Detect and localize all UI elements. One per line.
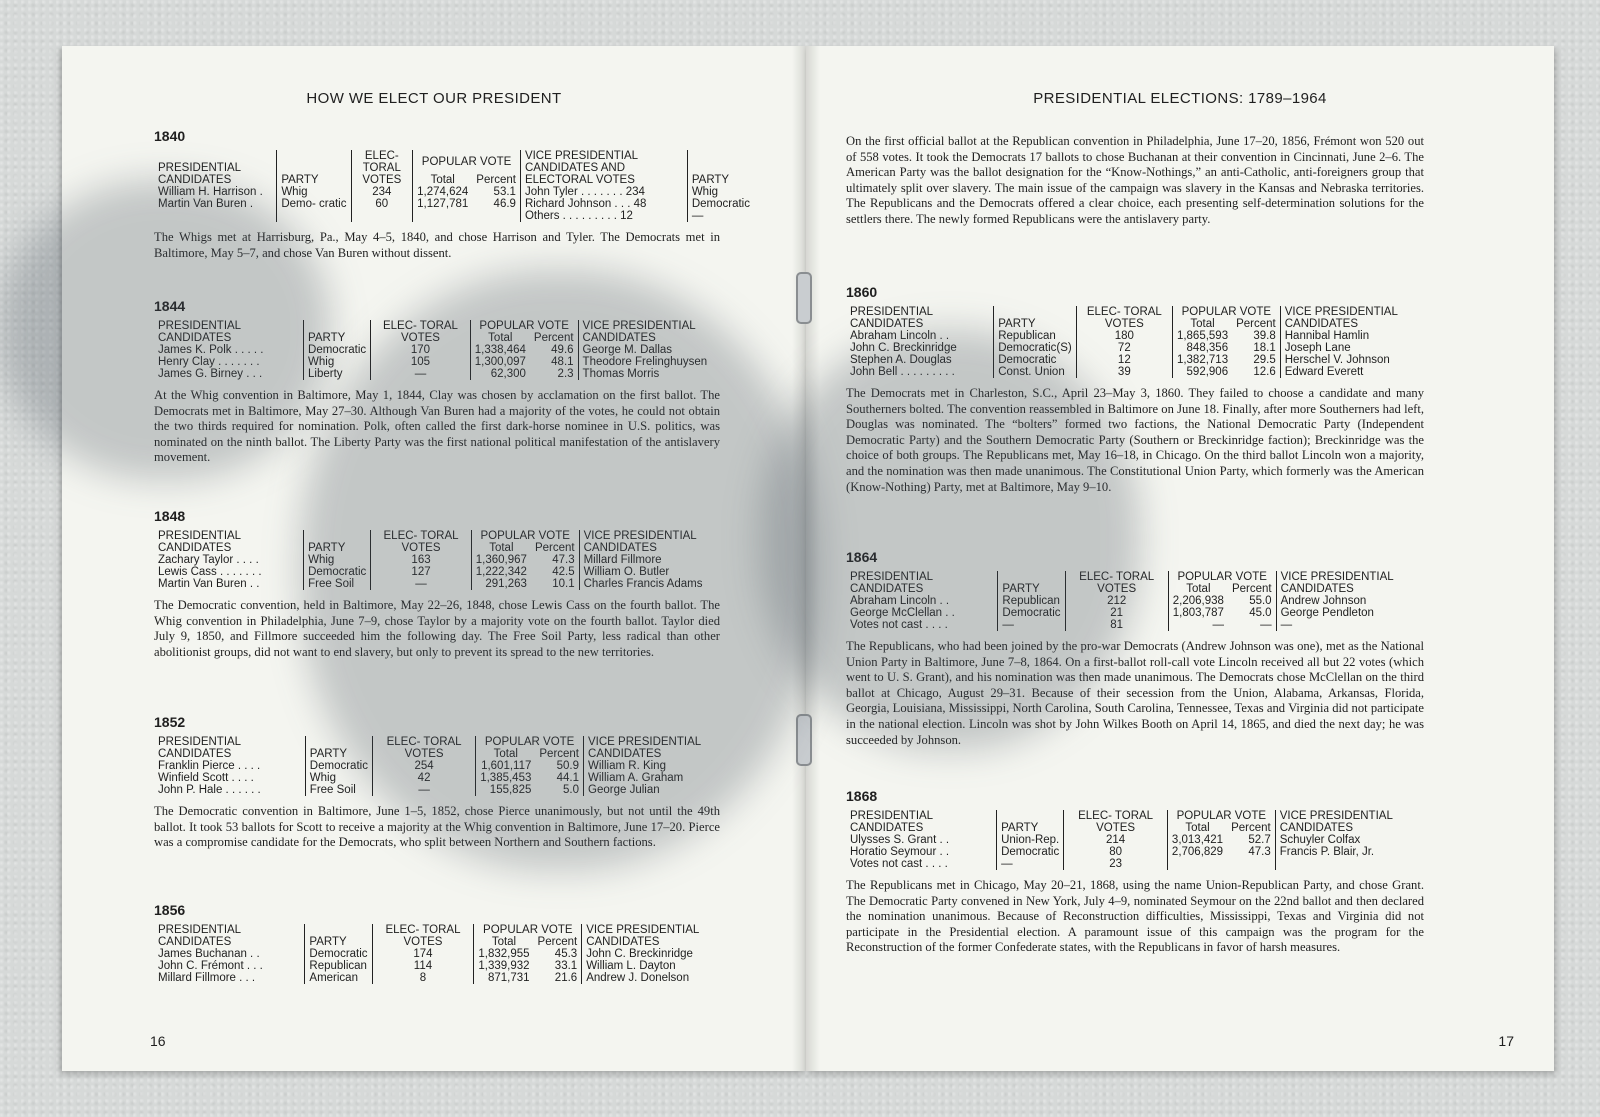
- popular-percent-cell: 10.1: [552, 578, 575, 590]
- electoral-votes-cell: 114: [372, 960, 474, 972]
- vp-candidate-cell: John Tyler . . . . . . . 234: [520, 186, 687, 198]
- election-year: 1852: [154, 714, 186, 730]
- electoral-votes-cell: 42: [372, 772, 475, 784]
- popular-percent-cell: 5.0: [563, 784, 580, 796]
- party-cell: Republican: [305, 960, 372, 972]
- popular-percent-cell: 42.5: [552, 566, 575, 578]
- candidate-cell: Zachary Taylor . . . .: [158, 554, 259, 566]
- col-header-percent: Percent: [534, 542, 575, 554]
- vp-candidate-cell: Herschel V. Johnson: [1280, 354, 1446, 366]
- party-cell: Democratic: [304, 566, 371, 578]
- popular-total-cell: 1,382,713: [1172, 354, 1232, 366]
- col-header-popular: POPULAR VOTE: [471, 530, 579, 542]
- popular-total-cell: 2,206,938: [1168, 595, 1228, 607]
- election-year: 1864: [846, 549, 878, 565]
- popular-total-cell: 1,222,342: [471, 566, 531, 578]
- candidate-cell: Franklin Pierce . . . .: [158, 760, 261, 772]
- electoral-votes-cell: 8: [372, 972, 474, 984]
- col-header-total: Total: [470, 332, 530, 344]
- vp-party-cell: —: [687, 210, 754, 222]
- party-cell: Demo- cratic: [277, 198, 351, 210]
- col-header-candidates: PRESIDENTIAL CANDIDATES: [158, 320, 241, 344]
- popular-total-cell: 1,360,967: [471, 554, 531, 566]
- party-cell: Republican: [994, 330, 1076, 342]
- popular-percent-cell: 12.6: [1253, 366, 1276, 378]
- col-header-percent: Percent: [1231, 822, 1271, 834]
- col-header-popular: POPULAR VOTE: [476, 736, 584, 748]
- popular-percent-cell: 47.3: [1248, 846, 1271, 858]
- popular-total-cell: 1,127,781: [413, 198, 473, 210]
- party-cell: Democratic: [998, 607, 1065, 619]
- col-header-vp: VICE PRESIDENTIAL CANDIDATES: [579, 530, 754, 554]
- election-paragraph: The Republicans met in Chicago, May 20–21, 1868, using the name Union-Republican Party, and chose Grant. The Democratic Party convened in New York, July 4–9, nominated Seymour on the 22nd ballot and then declared the nomination unanimous. Because of Reconstruction difficulties, Mississippi, Texas and Virginia did not participate in the Presidential election. A paramount issue of this campaign was the program for the Reconstruction of the former Confederate states, with the Republicans in favor of harsh measures.: [846, 878, 1424, 955]
- electoral-votes-cell: 214: [1064, 834, 1168, 846]
- candidate-cell: John C. Breckinridge: [850, 342, 957, 354]
- party-cell: Democratic: [994, 354, 1076, 366]
- table-row: [154, 972, 754, 984]
- col-header-electoral: ELEC- TORAL VOTES: [1064, 810, 1168, 834]
- popular-total-cell: 1,832,955: [474, 948, 534, 960]
- electoral-votes-cell: 170: [371, 344, 471, 356]
- vp-candidate-cell: George M. Dallas: [578, 344, 754, 356]
- popular-percent-cell: 55.0: [1249, 595, 1272, 607]
- candidate-cell: Winfield Scott . . . .: [158, 772, 254, 784]
- party-cell: Free Soil: [305, 784, 372, 796]
- party-cell: American: [305, 972, 372, 984]
- col-header-total: Total: [413, 168, 473, 186]
- popular-total-cell: —: [1168, 619, 1228, 631]
- vp-candidate-cell: Others . . . . . . . . . 12: [520, 210, 687, 222]
- vp-candidate-cell: William L. Dayton: [582, 960, 754, 972]
- candidate-cell: Votes not cast . . . .: [850, 619, 948, 631]
- election-1856: [154, 902, 754, 984]
- popular-percent-cell: 50.9: [556, 760, 580, 772]
- electoral-votes-cell: 127: [371, 566, 472, 578]
- vp-party-cell: Democratic: [687, 198, 754, 210]
- party-cell: Whig: [277, 186, 351, 198]
- party-cell: Whig: [304, 356, 371, 368]
- col-header-party: PARTY: [277, 150, 351, 186]
- page-number-left: 16: [150, 1033, 166, 1049]
- party-cell: Const. Union: [994, 366, 1076, 378]
- election-year: 1856: [154, 902, 186, 918]
- popular-total-cell: 1,300,097: [470, 356, 530, 368]
- electoral-votes-cell: 80: [1064, 846, 1168, 858]
- vp-candidate-cell: Francis P. Blair, Jr.: [1275, 846, 1446, 858]
- col-header-party: PARTY: [997, 810, 1064, 834]
- col-header-electoral: ELEC- TORAL VOTES: [351, 150, 413, 186]
- col-header-party: PARTY: [304, 530, 371, 554]
- election-paragraph: The Democratic convention in Baltimore, June 1–5, 1852, chose Pierce unanimously, but not until the 49th ballot. It took 53 ballots for Scott to receive a majority at the Whig convention in Baltimore, June 17–20. Pierce was a compromise candidate for the Democrats, who split between Northern and Southern factions.: [154, 804, 720, 850]
- popular-percent-cell: 44.1: [556, 772, 580, 784]
- col-header-vp: VICE PRESIDENTIAL CANDIDATES: [584, 736, 754, 760]
- col-header-percent: Percent: [1231, 583, 1272, 595]
- table-row: [154, 960, 754, 972]
- candidate-cell: John C. Frémont . . .: [158, 960, 263, 972]
- table-row: [846, 846, 1446, 858]
- col-header-candidates: PRESIDENTIAL CANDIDATES: [850, 571, 933, 595]
- popular-total-cell: 291,263: [471, 578, 531, 590]
- popular-percent-cell: 52.7: [1248, 834, 1271, 846]
- candidate-cell: Ulysses S. Grant . .: [850, 834, 950, 846]
- vp-candidate-cell: William A. Graham: [584, 772, 754, 784]
- party-cell: Democratic: [305, 948, 372, 960]
- col-header-popular: POPULAR VOTE: [1172, 306, 1280, 318]
- popular-total-cell: 2,706,829: [1167, 846, 1227, 858]
- electoral-votes-cell: —: [371, 578, 472, 590]
- col-header-total: Total: [1167, 822, 1227, 834]
- popular-total-cell: 62,300: [470, 368, 530, 380]
- popular-percent-cell: 21.6: [554, 972, 578, 984]
- electoral-votes-cell: —: [371, 368, 471, 380]
- electoral-votes-cell: 174: [372, 948, 474, 960]
- col-header-vp: VICE PRESIDENTIAL CANDIDATES: [1275, 810, 1446, 834]
- electoral-votes-cell: 39: [1076, 366, 1172, 378]
- party-cell: Whig: [305, 772, 372, 784]
- hand-shadow: [760, 330, 1140, 750]
- election-paragraph: The Whigs met at Harrisburg, Pa., May 4–5, 1840, and chose Harrison and Tyler. The Democrats met in Baltimore, May 5–7, and chose Van Buren without dissent.: [154, 230, 720, 260]
- electoral-votes-cell: 60: [351, 198, 413, 210]
- vp-candidate-cell: Theodore Frelinghuysen: [578, 356, 754, 368]
- popular-percent-cell: —: [1260, 619, 1272, 631]
- popular-percent-cell: 18.1: [1253, 342, 1276, 354]
- popular-total-cell: 1,865,593: [1172, 330, 1232, 342]
- vp-candidate-cell: Charles Francis Adams: [579, 578, 754, 590]
- col-header-percent: Percent: [533, 332, 574, 344]
- election-paragraph: The Democratic convention, held in Baltimore, May 22–26, 1848, chose Lewis Cass on the fourth ballot. The Whig convention in Philadelphia, June 7–9, chose Taylor by a majority vote on the fourth ballot. Taylor died July 9, 1850, and Fillmore succeeded him the following day. The Free Soil Party, less radical than other abolitionist groups, did not want to end slavery, but only to prevent its spread to the new territories.: [154, 598, 720, 659]
- popular-total-cell: 1,339,932: [474, 960, 534, 972]
- popular-total-cell: 3,013,421: [1167, 834, 1227, 846]
- vp-candidate-cell: [1275, 858, 1446, 870]
- candidate-cell: Martin Van Buren . .: [158, 578, 260, 590]
- candidate-cell: George McClellan . .: [850, 607, 955, 619]
- col-header-popular: POPULAR VOTE: [470, 320, 578, 332]
- popular-percent-cell: [472, 210, 520, 222]
- vp-candidate-cell: Andrew Johnson: [1276, 595, 1446, 607]
- candidate-cell: Millard Fillmore . . .: [158, 972, 256, 984]
- candidate-cell: Henry Clay . . . . . . .: [158, 356, 260, 368]
- vp-candidate-cell: Millard Fillmore: [579, 554, 754, 566]
- candidate-cell: William H. Harrison .: [158, 186, 263, 198]
- candidate-cell: Abraham Lincoln . .: [850, 330, 950, 342]
- party-cell: —: [997, 858, 1064, 870]
- party-cell: Democratic(S): [994, 342, 1076, 354]
- col-header-percent: Percent: [1236, 318, 1276, 330]
- table-row: [846, 834, 1446, 846]
- party-cell: Democratic: [305, 760, 372, 772]
- electoral-votes-cell: [351, 210, 413, 222]
- vp-candidate-cell: William O. Butler: [579, 566, 754, 578]
- col-header-percent: Percent: [476, 174, 516, 186]
- col-header-vp: VICE PRESIDENTIAL CANDIDATES: [582, 924, 754, 948]
- col-header-electoral: ELEC- TORAL VOTES: [371, 530, 472, 554]
- popular-percent-cell: 46.9: [493, 198, 516, 210]
- popular-percent-cell: [1227, 858, 1275, 870]
- candidate-cell: John P. Hale . . . . . .: [158, 784, 261, 796]
- electoral-votes-cell: 23: [1064, 858, 1168, 870]
- col-header-party: PARTY: [305, 736, 372, 760]
- col-header-percent: Percent: [539, 748, 580, 760]
- col-header-party: PARTY: [994, 306, 1076, 330]
- vp-candidate-cell: Thomas Morris: [578, 368, 754, 380]
- col-header-total: Total: [471, 542, 531, 554]
- election-1868: [846, 788, 1446, 956]
- candidate-cell: James G. Birney . . .: [158, 368, 263, 380]
- popular-total-cell: [1167, 858, 1227, 870]
- electoral-votes-cell: —: [372, 784, 475, 796]
- col-header-electoral: ELEC- TORAL VOTES: [371, 320, 471, 344]
- vp-candidate-cell: John C. Breckinridge: [582, 948, 754, 960]
- popular-percent-cell: 47.3: [552, 554, 575, 566]
- col-header-percent: Percent: [537, 936, 578, 948]
- popular-percent-cell: 39.8: [1253, 330, 1276, 342]
- popular-percent-cell: 2.3: [557, 368, 574, 380]
- col-header-total: Total: [474, 936, 534, 948]
- popular-total-cell: 592,906: [1172, 366, 1232, 378]
- election-year: 1848: [154, 508, 186, 524]
- col-header-popular: POPULAR VOTE: [1167, 810, 1275, 822]
- electoral-votes-cell: 254: [372, 760, 475, 772]
- election-paragraph: The Democrats met in Charleston, S.C., April 23–May 3, 1860. They failed to choose a candidate and many Southerners bolted. The convention reassembled in Baltimore on June 18. Finally, after more Southerners had left, Douglas was nominated. The “bolters” formed two factions, the National Democratic Party (Independent Democratic Party) and the Southern Democratic Party (Southern or Breckinridge faction); Breckinridge was the choice of both groups. The Republicans met, May 16–18, in Chicago. On the third ballot Lincoln won a majority, and the nomination was then made unanimous. The Constitutional Union Party, which formerly was the American (Know-Nothing) Party, met at Baltimore, May 9–10.: [846, 386, 1424, 494]
- col-header-total: Total: [1168, 583, 1228, 595]
- vp-candidate-cell: Edward Everett: [1280, 366, 1446, 378]
- party-cell: Liberty: [304, 368, 371, 380]
- party-cell: Union-Rep.: [997, 834, 1064, 846]
- col-header-popular: POPULAR VOTE: [1168, 571, 1276, 583]
- col-header-candidates: PRESIDENTIAL CANDIDATES: [158, 530, 241, 554]
- popular-percent-cell: 45.3: [554, 948, 578, 960]
- col-header-electoral: ELEC- TORAL VOTES: [1076, 306, 1172, 330]
- election-year: 1860: [846, 284, 878, 300]
- candidate-cell: James K. Polk . . . . .: [158, 344, 264, 356]
- results-table: [846, 810, 1446, 870]
- candidate-cell: Lewis Cass . . . . . . .: [158, 566, 262, 578]
- electoral-votes-cell: 180: [1076, 330, 1172, 342]
- party-cell: Free Soil: [304, 578, 371, 590]
- col-header-candidates: PRESIDENTIAL CANDIDATES: [158, 736, 241, 760]
- popular-percent-cell: 33.1: [554, 960, 578, 972]
- staple-top: [796, 272, 812, 324]
- col-header-candidates: PRESIDENTIAL CANDIDATES: [850, 306, 933, 330]
- vp-party-cell: Whig: [687, 186, 754, 198]
- page-number-right: 17: [1498, 1033, 1514, 1049]
- right-running-head: PRESIDENTIAL ELECTIONS: 1789–1964: [1033, 90, 1327, 107]
- candidate-cell: Abraham Lincoln . .: [850, 595, 950, 607]
- popular-percent-cell: 48.1: [551, 356, 574, 368]
- candidate-cell: Stephen A. Douglas: [850, 354, 952, 366]
- col-header-electoral: ELEC- TORAL VOTES: [372, 924, 474, 948]
- col-header-vp: VICE PRESIDENTIAL CANDIDATES: [1276, 571, 1446, 595]
- vp-candidate-cell: Joseph Lane: [1280, 342, 1446, 354]
- candidate-cell: James Buchanan . .: [158, 948, 260, 960]
- popular-total-cell: [413, 210, 473, 222]
- popular-percent-cell: 53.1: [493, 186, 516, 198]
- vp-candidate-cell: Hannibal Hamlin: [1280, 330, 1446, 342]
- vp-candidate-cell: George Julian: [584, 784, 754, 796]
- candidate-cell: Votes not cast . . . .: [850, 858, 948, 870]
- vp-candidate-cell: George Pendleton: [1276, 607, 1446, 619]
- candidate-cell: John Bell . . . . . . . . .: [850, 366, 955, 378]
- party-cell: Democratic: [304, 344, 371, 356]
- intro-paragraph: On the first official ballot at the Republican convention in Philadelphia, June 17–20, 1856, Frémont won 520 out of 558 votes. It took the Democrats 17 ballots to chose Buchanan at their convention in Cincinnati, June 2–6. The American Party was the ballot designation for the “Know-Nothings,” an anti-Catholic, anti-foreigners group that ultimately split over slavery. The main issue of the campaign was slavery in the Kansas and Nebraska territories. The Republicans and the Democrats offered a clear choice, each presenting self-determination solutions for the settlers there. The newly formed Republicans were the antislavery party.: [846, 134, 1424, 226]
- col-header-total: Total: [476, 748, 536, 760]
- col-header-candidates: PRESIDENTIAL CANDIDATES: [850, 810, 933, 834]
- col-header-vp-party: PARTY: [687, 150, 754, 186]
- popular-percent-cell: 49.6: [551, 344, 574, 356]
- col-header-vp: VICE PRESIDENTIAL CANDIDATES: [578, 320, 754, 344]
- electoral-votes-cell: 81: [1065, 619, 1168, 631]
- col-header-party: PARTY: [998, 571, 1065, 595]
- party-cell: —: [998, 619, 1065, 631]
- hand-shadow: [300, 270, 820, 870]
- popular-total-cell: 1,601,117: [476, 760, 536, 772]
- popular-total-cell: 1,274,624: [413, 186, 473, 198]
- col-header-party: PARTY: [304, 320, 371, 344]
- vp-candidate-cell: Richard Johnson . . . 48: [520, 198, 687, 210]
- election-paragraph: The Republicans, who had been joined by the pro-war Democrats (Andrew Johnson was one), met as the National Union Party in Baltimore, June 7–8, 1864. On a first-ballot roll-call vote Lincoln received all but 22 votes (which went to U. S. Grant), and his nomination was then made unanimous. The Democrats chose McClellan on the third ballot at Chicago, August 29–31. Because of their secession from the Union, Alabama, Arkansas, Florida, Georgia, Louisiana, Mississippi, North Carolina, South Carolina, Tennessee, Texas and Virginia did not participate in the national election. Lincoln was shot by John Wilkes Booth on April 14, 1865, and died the next day; he was succeeded by Johnson.: [846, 639, 1424, 747]
- party-cell: Republican: [998, 595, 1065, 607]
- party-cell: Democratic: [997, 846, 1064, 858]
- col-header-electoral: ELEC- TORAL VOTES: [1065, 571, 1168, 595]
- col-header-candidates: PRESIDENTIAL CANDIDATES: [158, 162, 241, 186]
- popular-total-cell: 871,731: [474, 972, 534, 984]
- vp-candidate-cell: —: [1276, 619, 1446, 631]
- vp-candidate-cell: William R. King: [584, 760, 754, 772]
- election-year: 1844: [154, 298, 186, 314]
- popular-total-cell: 848,356: [1172, 342, 1232, 354]
- staple-bottom: [796, 714, 812, 766]
- col-header-popular: POPULAR VOTE: [413, 150, 521, 168]
- election-year: 1868: [846, 788, 878, 804]
- popular-total-cell: 1,803,787: [1168, 607, 1228, 619]
- electoral-votes-cell: 21: [1065, 607, 1168, 619]
- election-paragraph: At the Whig convention in Baltimore, May 1, 1844, Clay was chosen by acclamation on the first ballot. The Democrats met in Baltimore, May 27–30. Although Van Buren had a majority of the votes, he could not obtain the two thirds required for nomination. Polk, often called the first dark-horse nominee in U.S. politics, was nominated on the ninth ballot. The Liberty Party was the first national political manifestation of the antislavery movement.: [154, 388, 720, 465]
- table-row: [846, 858, 1446, 870]
- electoral-votes-cell: 105: [371, 356, 471, 368]
- col-header-vp: VICE PRESIDENTIAL CANDIDATES AND ELECTORAL VOTES: [520, 150, 687, 186]
- col-header-electoral: ELEC- TORAL VOTES: [372, 736, 475, 760]
- results-table: [154, 924, 754, 984]
- election-year: 1840: [154, 128, 186, 144]
- col-header-total: Total: [1172, 318, 1232, 330]
- popular-total-cell: 1,385,453: [476, 772, 536, 784]
- popular-total-cell: 155,825: [476, 784, 536, 796]
- electoral-votes-cell: 12: [1076, 354, 1172, 366]
- candidate-cell: Martin Van Buren .: [158, 198, 254, 210]
- electoral-votes-cell: 212: [1065, 595, 1168, 607]
- popular-percent-cell: 29.5: [1253, 354, 1276, 366]
- party-cell: [277, 210, 351, 222]
- electoral-votes-cell: 163: [371, 554, 472, 566]
- left-running-head: HOW WE ELECT OUR PRESIDENT: [306, 90, 562, 107]
- table-row: [154, 948, 754, 960]
- vp-candidate-cell: Andrew J. Donelson: [582, 972, 754, 984]
- popular-percent-cell: 45.0: [1249, 607, 1272, 619]
- col-header-party: PARTY: [305, 924, 372, 948]
- col-header-vp: VICE PRESIDENTIAL CANDIDATES: [1280, 306, 1446, 330]
- vp-candidate-cell: Schuyler Colfax: [1275, 834, 1446, 846]
- popular-total-cell: 1,338,464: [470, 344, 530, 356]
- electoral-votes-cell: 234: [351, 186, 413, 198]
- col-header-candidates: PRESIDENTIAL CANDIDATES: [158, 924, 241, 948]
- col-header-popular: POPULAR VOTE: [474, 924, 582, 936]
- electoral-votes-cell: 72: [1076, 342, 1172, 354]
- candidate-cell: Horatio Seymour . .: [850, 846, 950, 858]
- hand-shadow: [0, 180, 330, 480]
- party-cell: Whig: [304, 554, 371, 566]
